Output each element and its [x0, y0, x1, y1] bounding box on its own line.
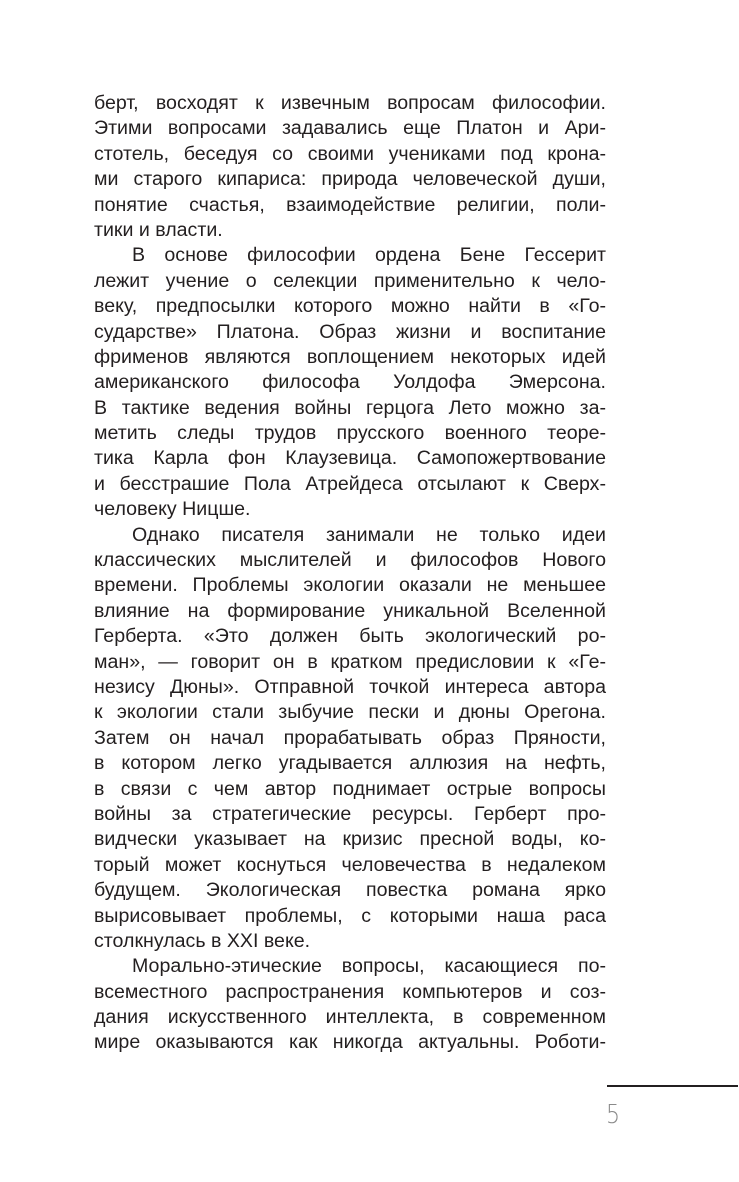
text-line: веку, предпосылки которого можно найти в «Го- [94, 295, 606, 318]
text-line: вырисовывает проблемы, с которыми наша раса [94, 904, 606, 927]
text-line: войны за стратегические ресурсы. Герберт про- [94, 802, 606, 825]
text-line: Однако писателя занимали не только идеи [132, 523, 606, 546]
paragraph [94, 954, 606, 1056]
text-line: торый может коснуться человечества в недалеком [94, 853, 606, 876]
text-line: понятие счастья, взаимодействие религии, поли- [94, 193, 606, 216]
text-line: в котором легко угадывается аллюзия на нефть, [94, 752, 606, 775]
text-line: в связи с чем автор поднимает острые вопросы [94, 777, 606, 800]
text-line: тика Карла фон Клаузевица. Самопожертвование [94, 447, 606, 470]
text-line: стотель, беседуя со своими учениками под крона- [94, 142, 606, 165]
text-line: к экологии стали зыбучие пески и дюны Орегона. [94, 701, 606, 724]
text-line: влияние на формирование уникальной Вселенной [94, 599, 606, 622]
text-line: будущем. Экологическая повестка романа ярко [94, 879, 606, 902]
paragraph [94, 243, 606, 522]
text-line: метить следы трудов прусского военного теоре- [94, 422, 606, 445]
body-text [94, 91, 606, 1056]
text-line: Затем он начал прорабатывать образ Пряности, [94, 726, 606, 749]
text-line: Морально-этические вопросы, касающиеся по- [132, 955, 606, 978]
text-line: тики и власти. [94, 218, 223, 241]
text-line: лежит учение о селекции применительно к чело- [94, 269, 606, 292]
text-line: ман», — говорит он в кратком предисловии к «Ге- [94, 650, 606, 673]
text-line: Этими вопросами задавались еще Платон и Ари- [94, 117, 606, 140]
text-line: дания искусственного интеллекта, в современном [94, 1006, 606, 1029]
text-line: всеместного распространения компьютеров и соз- [94, 980, 606, 1003]
text-line: столкнулась в XXI веке. [94, 929, 311, 952]
text-line: человеку Ницше. [94, 498, 251, 521]
paragraph [94, 523, 606, 955]
text-line: ми старого кипариса: природа человеческой души, [94, 168, 606, 191]
text-line: сударстве» Платона. Образ жизни и воспитание [94, 320, 606, 343]
text-line: американского философа Уолдофа Эмерсона. [94, 371, 606, 394]
text-line: В основе философии ордена Бене Гессерит [132, 244, 606, 267]
text-line: берт, восходят к извечным вопросам философии. [94, 92, 606, 114]
text-line: времени. Проблемы экологии оказали не меньшее [94, 574, 606, 597]
text-line: Герберта. «Это должен быть экологический ро- [94, 625, 606, 648]
text-line: мире оказываются как никогда актуальны. Роботи- [94, 1031, 606, 1054]
text-line: незису Дюны». Отправной точкой интереса автора [94, 675, 606, 698]
text-line: В тактике ведения войны герцога Лето можно за- [94, 396, 606, 419]
text-line: и бесстрашие Пола Атрейдеса отсылают к Сверх- [94, 472, 606, 495]
text-line: классических мыслителей и философов Нового [94, 549, 606, 572]
text-line: видчески указывает на кризис пресной воды, ко- [94, 828, 606, 851]
page-number: 5 [606, 1100, 621, 1130]
text-line: фрименов являются воплощением некоторых идей [94, 345, 606, 368]
paragraph [94, 91, 606, 243]
page-number-rule [607, 1085, 738, 1087]
